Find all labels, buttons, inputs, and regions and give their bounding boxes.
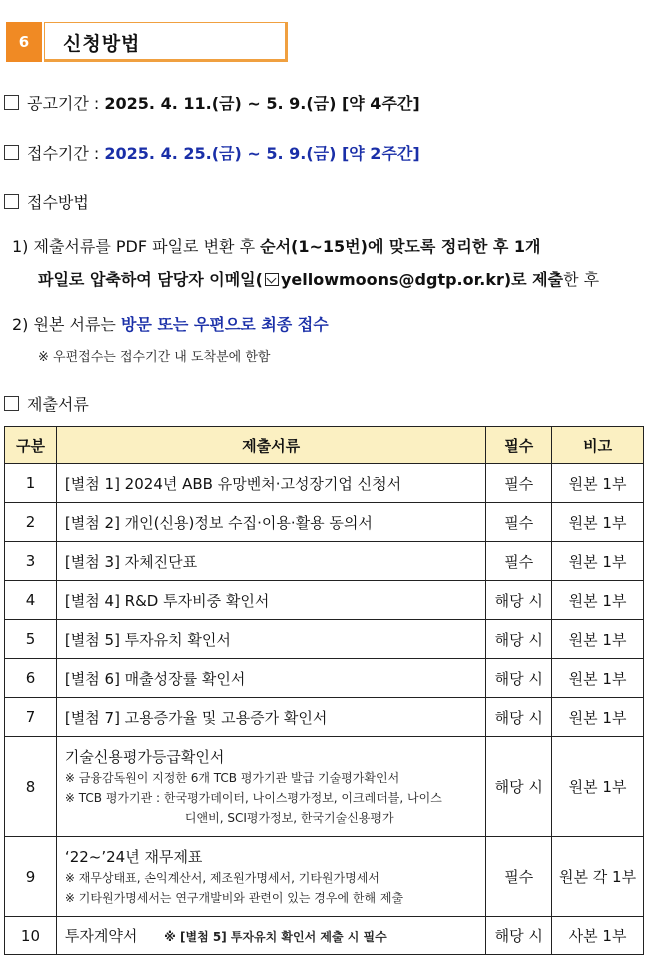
notice-period-line: 공고기간 : 2025. 4. 11.(금) ~ 5. 9.(금) [약 4주간] <box>4 91 420 114</box>
row-no: 10 <box>5 917 57 955</box>
documents-label: 제출서류 <box>27 395 89 414</box>
row-required: 해당 시 <box>486 698 552 737</box>
row-no: 2 <box>5 503 57 542</box>
receipt-period-value: 2025. 4. 25.(금) ~ 5. 9.(금) [약 2주간] <box>104 144 420 163</box>
postal-note: ※ 우편접수는 접수기간 내 도착분에 한함 <box>38 350 271 365</box>
row-doc-note: 디앤비, SCI평가정보, 한국기술신용평가 <box>184 810 394 825</box>
row-doc-note: ※ 기타원가명세서는 연구개발비와 관련이 있는 경우에 한해 제출 <box>64 890 404 905</box>
row-required: 필수 <box>486 542 552 581</box>
section-title: 신청방법 <box>63 33 141 55</box>
row-required: 필수 <box>486 503 552 542</box>
row-doc: [별첨 2] 개인(신용)정보 수집·이용·활용 동의서 <box>56 503 485 542</box>
row-doc-note: ※ [별첨 5] 투자유치 확인서 제출 시 필수 <box>164 929 387 944</box>
row-doc-note: ※ 금융감독원이 지정한 6개 TCB 평가기관 발급 기술평가확인서 <box>64 770 400 785</box>
row-doc-note: ※ 재무상태표, 손익계산서, 제조원가명세서, 기타원가명세서 <box>64 870 380 885</box>
method-item-1-line-2 <box>38 267 599 290</box>
row-required: 필수 <box>486 837 552 917</box>
header-remark: 비고 <box>552 427 644 464</box>
row-doc-title: ‘22~’24년 재무제표 <box>64 847 203 866</box>
method-item-1-bold-2: 파일로 압축하여 담당자 이메일( <box>38 270 263 289</box>
row-doc: [별첨 4] R&D 투자비중 확인서 <box>56 581 485 620</box>
checkbox-icon <box>4 95 19 110</box>
row-doc: [별첨 3] 자체진단표 <box>56 542 485 581</box>
table-row <box>5 503 644 542</box>
section-header <box>6 22 286 62</box>
row-doc-title: 투자계약서 <box>64 926 138 945</box>
method-item-2-text: 2) 원본 서류는 <box>12 315 121 334</box>
row-required: 해당 시 <box>486 581 552 620</box>
header-doc: 제출서류 <box>56 427 485 464</box>
row-remark: 원본 1부 <box>552 620 644 659</box>
checkbox-icon <box>4 145 19 160</box>
method-item-2-line <box>12 312 329 335</box>
row-required: 해당 시 <box>486 917 552 955</box>
row-required: 필수 <box>486 464 552 503</box>
row-doc-title: 기술신용평가등급확인서 <box>64 747 225 766</box>
row-no: 1 <box>5 464 57 503</box>
row-remark: 원본 1부 <box>552 542 644 581</box>
row-remark: 원본 1부 <box>552 503 644 542</box>
row-doc <box>56 737 485 837</box>
row-doc: [별첨 7] 고용증가율 및 고용증가 확인서 <box>56 698 485 737</box>
row-remark: 원본 1부 <box>552 464 644 503</box>
notice-period-value: 2025. 4. 11.(금) ~ 5. 9.(금) [약 4주간] <box>104 94 420 113</box>
email-address: yellowmoons@dgtp.or.kr)로 제출 <box>280 270 564 289</box>
row-required: 해당 시 <box>486 620 552 659</box>
row-no: 4 <box>5 581 57 620</box>
row-remark: 원본 1부 <box>552 659 644 698</box>
row-no: 5 <box>5 620 57 659</box>
table-row <box>5 620 644 659</box>
receipt-period-line: 접수기간 : 2025. 4. 25.(금) ~ 5. 9.(금) [약 2주간] <box>4 141 420 164</box>
row-doc <box>56 837 485 917</box>
receipt-period-label: 접수기간 <box>27 144 89 163</box>
table-header-row <box>5 427 644 464</box>
row-doc: [별첨 5] 투자유치 확인서 <box>56 620 485 659</box>
header-required: 필수 <box>486 427 552 464</box>
receipt-method-label: 접수방법 <box>27 193 89 212</box>
checkbox-icon <box>4 396 19 411</box>
receipt-method-heading <box>4 190 89 213</box>
table-row <box>5 542 644 581</box>
table-row <box>5 581 644 620</box>
row-remark: 원본 각 1부 <box>552 837 644 917</box>
row-no: 7 <box>5 698 57 737</box>
row-required: 해당 시 <box>486 737 552 837</box>
header-no: 구분 <box>5 427 57 464</box>
row-remark: 원본 1부 <box>552 698 644 737</box>
table-row <box>5 917 644 955</box>
method-item-1-text: 1) 제출서류를 PDF 파일로 변환 후 <box>12 237 261 256</box>
mail-icon <box>265 273 279 286</box>
checkbox-icon <box>4 194 19 209</box>
documents-heading <box>4 392 89 415</box>
table-row <box>5 837 644 917</box>
row-doc: [별첨 6] 매출성장률 확인서 <box>56 659 485 698</box>
row-remark: 원본 1부 <box>552 737 644 837</box>
method-item-1-bold: 순서(1~15번)에 맞도록 정리한 후 1개 <box>260 237 541 256</box>
row-no: 6 <box>5 659 57 698</box>
notice-period-label: 공고기간 <box>27 94 89 113</box>
row-no: 9 <box>5 837 57 917</box>
method-item-1-line-1 <box>12 234 540 257</box>
row-required: 해당 시 <box>486 659 552 698</box>
row-no: 3 <box>5 542 57 581</box>
section-number: 6 <box>6 22 42 62</box>
table-row <box>5 659 644 698</box>
row-doc <box>56 917 485 955</box>
section-title-box <box>44 22 288 62</box>
row-no: 8 <box>5 737 57 837</box>
method-item-1-tail: 한 후 <box>563 270 600 289</box>
table-row <box>5 464 644 503</box>
row-doc: [별첨 1] 2024년 ABB 유망벤처·고성장기업 신청서 <box>56 464 485 503</box>
table-row <box>5 737 644 837</box>
table-row <box>5 698 644 737</box>
row-remark: 사본 1부 <box>552 917 644 955</box>
method-item-2-highlight: 방문 또는 우편으로 최종 접수 <box>120 315 329 334</box>
row-remark: 원본 1부 <box>552 581 644 620</box>
documents-table <box>4 426 644 955</box>
row-doc-note: ※ TCB 평가기관 : 한국평가데이터, 나이스평가정보, 이크레더블, 나이스 <box>64 790 442 805</box>
